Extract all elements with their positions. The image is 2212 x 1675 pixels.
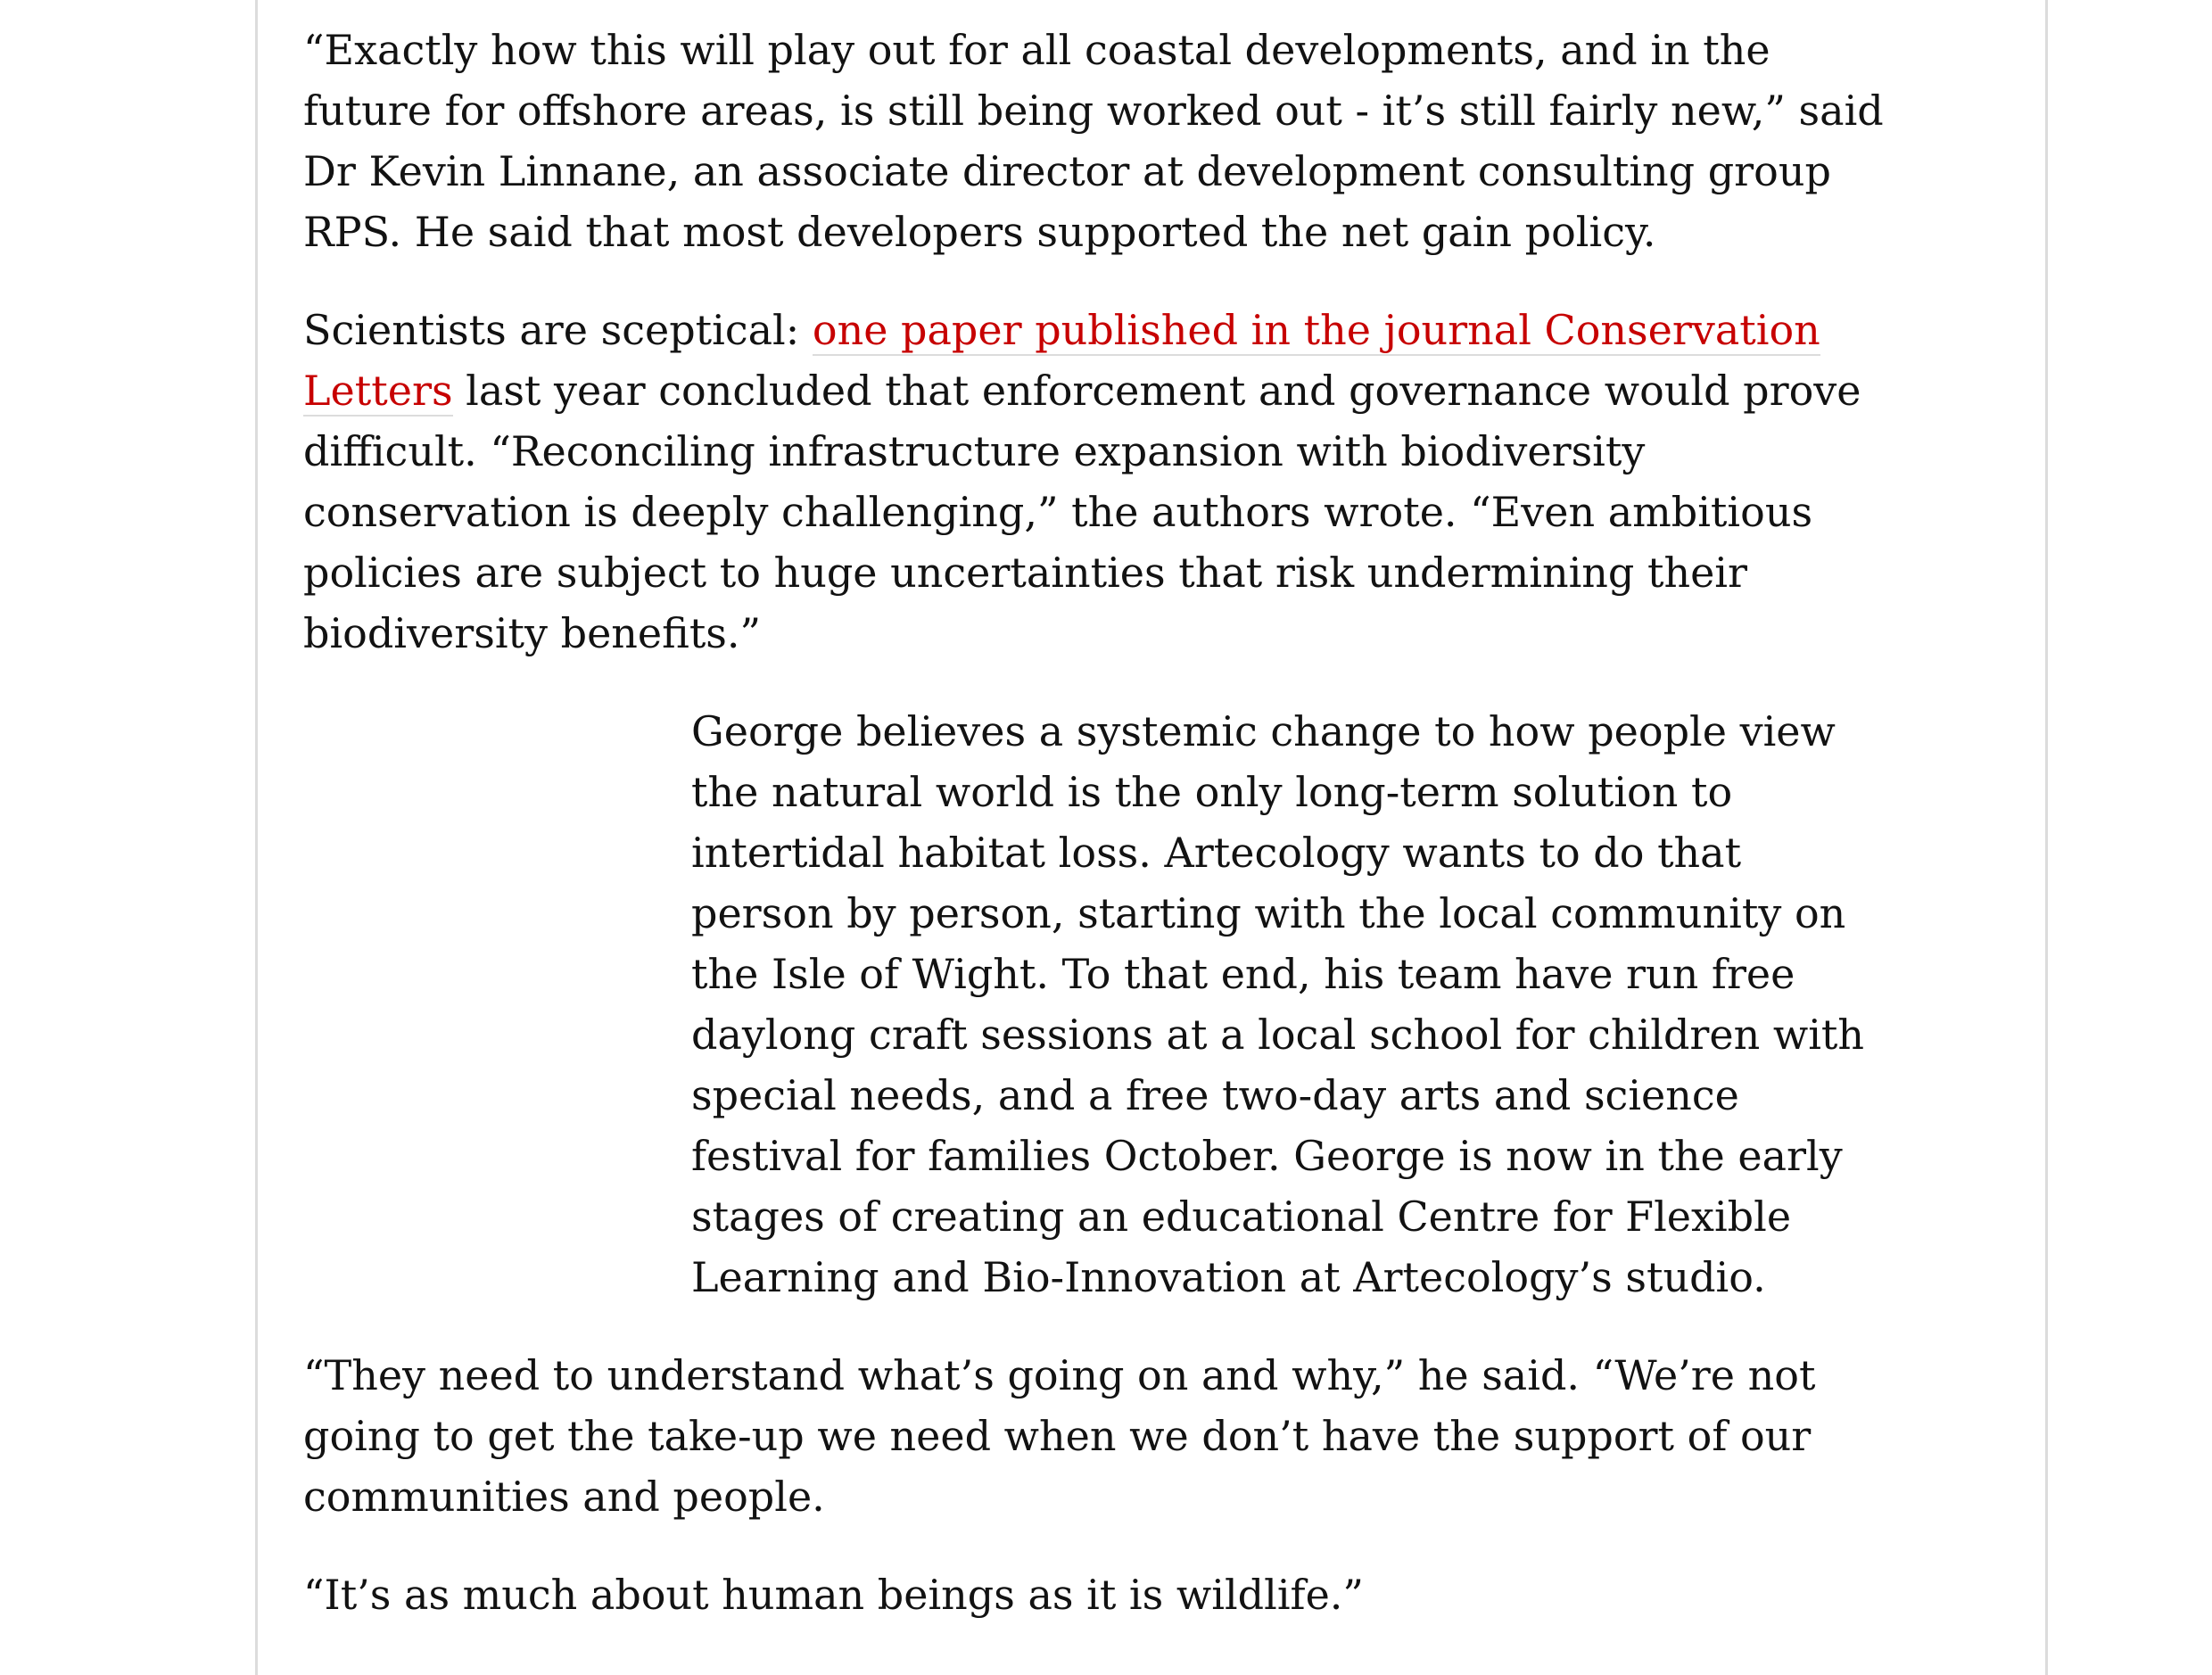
paragraph-line: “They need to understand what’s going on and why,” he said. “We’re not xyxy=(303,1351,1816,1399)
paragraph-line: daylong craft sessions at a local school for children with xyxy=(691,1011,1865,1059)
paragraph-scientists-sceptical xyxy=(303,300,1861,664)
paragraph-line: future for offshore areas, is still being worked out - it’s still fairly new,” said xyxy=(303,87,1884,135)
paragraph-linnane-quote xyxy=(303,20,1884,262)
paragraph-line: conservation is deeply challenging,” the authors wrote. “Even ambitious xyxy=(303,488,1813,536)
paragraph-line: the natural world is the only long-term solution to xyxy=(691,768,1733,816)
paragraph-line: person by person, starting with the local community on xyxy=(691,889,1846,937)
paragraph-line xyxy=(303,360,1861,421)
paragraph-line: festival for families October. George is now in the early xyxy=(691,1132,1843,1180)
paragraph-line: RPS. He said that most developers supported the net gain policy. xyxy=(303,208,1656,256)
article-body xyxy=(303,20,1884,1663)
paragraph-human-beings-quote xyxy=(303,1564,1820,1625)
paragraph-line: intertidal habitat loss. Artecology wants to do that xyxy=(691,829,1742,877)
paragraph-line: George believes a systemic change to how people view xyxy=(691,707,1836,755)
paragraph-line: stages of creating an educational Centre for Flexible xyxy=(691,1192,1792,1241)
paragraph-line: going to get the take-up we need when we don’t have the support of our xyxy=(303,1412,1812,1460)
paragraph-line: “Exactly how this will play out for all coastal developments, and in the xyxy=(303,26,1770,74)
paragraph-line: “It’s as much about human beings as it is wildlife.” xyxy=(303,1571,1364,1619)
paragraph-line xyxy=(303,300,1820,360)
paragraph-line: biodiversity benefits.” xyxy=(303,609,762,657)
paragraph-text: Scientists are sceptical: xyxy=(303,306,813,354)
conservation-letters-link[interactable]: one paper published in the journal Conservation xyxy=(812,306,1820,354)
paragraph-line: policies are subject to huge uncertainties that risk undermining their xyxy=(303,549,1748,597)
paragraph-understand-quote xyxy=(303,1345,1820,1527)
paragraph-line: special needs, and a free two-day arts and science xyxy=(691,1071,1739,1119)
conservation-letters-link-continued[interactable]: Letters xyxy=(303,367,453,415)
paragraph-text: last year concluded that enforcement and governance would prove xyxy=(452,367,1861,415)
paragraph-line: difficult. “Reconciling infrastructure expansion with biodiversity xyxy=(303,427,1646,475)
paragraph-line: communities and people. xyxy=(303,1473,825,1521)
paragraph-line: Dr Kevin Linnane, an associate director at development consulting group xyxy=(303,147,1831,195)
paragraph-line: the Isle of Wight. To that end, his team have run free xyxy=(691,950,1795,998)
paragraph-george-systemic-change xyxy=(691,701,1865,1308)
paragraph-line: Learning and Bio-Innovation at Artecology’s studio. xyxy=(691,1253,1766,1301)
